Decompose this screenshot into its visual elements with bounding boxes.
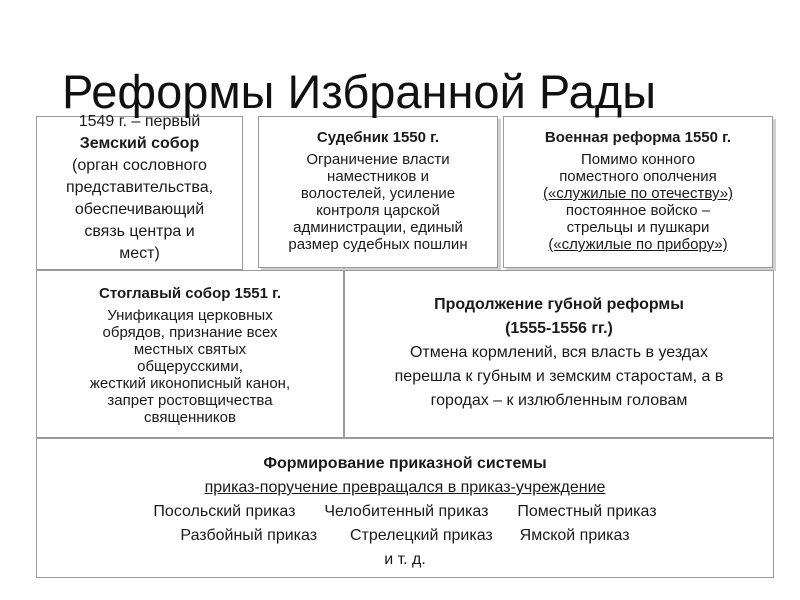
stoglav-line-7: священников xyxy=(144,409,236,426)
sudebnik-line-2: наместников и xyxy=(327,168,429,185)
zemsky-line-7: мест) xyxy=(119,245,160,262)
stoglav-line-3: местных святых xyxy=(133,341,247,358)
zemsky-line-5: обеспечивающий xyxy=(74,201,205,218)
military-heading: Военная реформа 1550 г. xyxy=(544,129,732,146)
prikaz-item: Челобитенный приказ xyxy=(324,503,489,520)
stoglav-sobor-cell xyxy=(36,270,344,438)
military-line-6: («служилые по прибору») xyxy=(548,236,728,253)
sudebnik-line-3: волостелей, усиление xyxy=(300,185,456,202)
military-line-4: постоянное войско – xyxy=(565,202,711,219)
zemsky-line-6: связь центра и xyxy=(84,223,195,240)
prikaz-row-1 xyxy=(37,500,773,524)
prikaz-system-cell xyxy=(36,438,774,578)
military-line-5: стрельцы и пушкари xyxy=(566,219,710,236)
zemsky-line-2: Земский собор xyxy=(79,135,200,152)
gubnaya-heading-2: (1555-1556 гг.) xyxy=(505,320,613,337)
prikaz-row-2 xyxy=(37,524,773,548)
sudebnik-line-6: размер судебных пошлин xyxy=(288,236,468,253)
military-line-2: поместного ополчения xyxy=(559,168,717,185)
prikaz-item: Разбойный приказ xyxy=(180,527,318,544)
prikaz-heading: Формирование приказной системы xyxy=(263,455,547,472)
military-line-1: Помимо конного xyxy=(580,151,696,168)
zemsky-sobor-cell xyxy=(36,113,243,270)
gubnaya-line-2: перешла к губным и земским старостам, а в xyxy=(394,368,724,385)
gubnaya-line-1: Отмена кормлений, вся власть в уездах xyxy=(409,344,709,361)
sudebnik-line-1: Ограничение власти xyxy=(306,151,450,168)
prikaz-item: Ямской приказ xyxy=(519,527,630,544)
military-line-3: («служилые по отечеству») xyxy=(542,185,734,202)
military-reform-cell xyxy=(503,116,773,268)
stoglav-line-2: обрядов, признание всех xyxy=(102,324,278,341)
page-title: Реформы Избранной Рады xyxy=(62,65,657,118)
sudebnik-line-4: контроля царской xyxy=(316,202,440,219)
gubnaya-heading-1: Продолжение губной реформы xyxy=(434,296,684,313)
sudebnik-cell xyxy=(258,116,498,268)
stoglav-line-6: запрет ростовщичества xyxy=(107,392,273,409)
sudebnik-heading: Судебник 1550 г. xyxy=(316,129,440,146)
stoglav-line-1: Унификация церковных xyxy=(107,307,273,324)
stoglav-line-4: общерусскими, xyxy=(137,358,243,375)
prikaz-subheading: приказ-поручение превращался в приказ-учреждение xyxy=(204,479,606,496)
prikaz-item: Стрелецкий приказ xyxy=(349,527,493,544)
gubnaya-reform-cell xyxy=(344,270,774,438)
stoglav-line-5: жесткий иконописный канон, xyxy=(89,375,291,392)
sudebnik-line-5: администрации, единый xyxy=(293,219,463,236)
zemsky-line-3: (орган сословного xyxy=(72,157,207,174)
gubnaya-line-3: городах – к излюбленным головам xyxy=(430,392,688,409)
stoglav-heading: Стоглавый собор 1551 г. xyxy=(98,285,282,302)
prikaz-etc: и т. д. xyxy=(384,551,426,568)
prikaz-item: Посольский приказ xyxy=(153,503,296,520)
zemsky-line-1: 1549 г. – первый xyxy=(78,113,201,130)
zemsky-line-4: представительства, xyxy=(65,179,214,196)
prikaz-item: Поместный приказ xyxy=(517,503,657,520)
